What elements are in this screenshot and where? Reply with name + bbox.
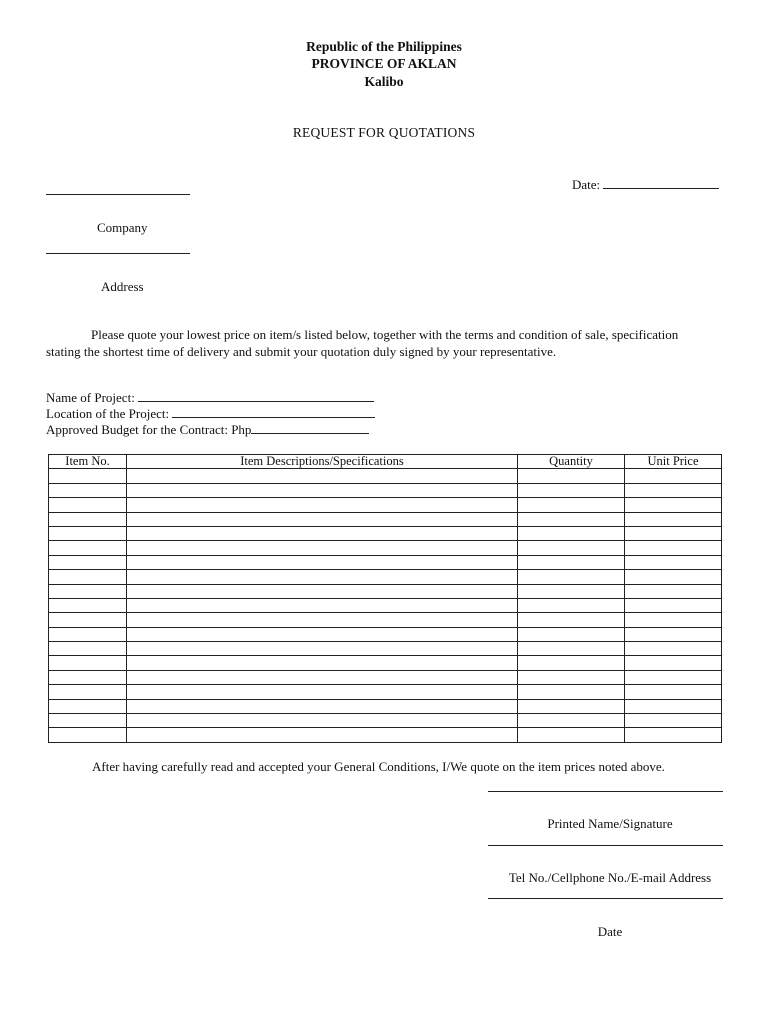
cell-unit-price[interactable] [625, 526, 722, 540]
budget-blank[interactable] [251, 422, 369, 434]
project-location-label: Location of the Project: [46, 406, 170, 421]
cell-unit-price[interactable] [625, 584, 722, 598]
cell-unit-price[interactable] [625, 570, 722, 584]
project-location-field[interactable] [46, 406, 375, 422]
cell-unit-price[interactable] [625, 541, 722, 555]
cell-description[interactable] [127, 584, 518, 598]
cell-quantity[interactable] [518, 526, 625, 540]
cell-item-no[interactable] [49, 656, 127, 670]
cell-quantity[interactable] [518, 728, 625, 742]
project-location-blank[interactable] [172, 406, 375, 418]
cell-item-no[interactable] [49, 642, 127, 656]
date-field[interactable] [572, 177, 719, 193]
column-item-no: Item No. [49, 455, 127, 469]
signature-blank[interactable] [488, 791, 723, 792]
cell-quantity[interactable] [518, 555, 625, 569]
cell-description[interactable] [127, 469, 518, 483]
cell-quantity[interactable] [518, 483, 625, 497]
table-row [49, 598, 722, 612]
table-row [49, 555, 722, 569]
date-blank[interactable] [603, 177, 719, 189]
column-description: Item Descriptions/Specifications [127, 455, 518, 469]
cell-description[interactable] [127, 526, 518, 540]
cell-item-no[interactable] [49, 627, 127, 641]
cell-item-no[interactable] [49, 613, 127, 627]
intro-paragraph [46, 326, 726, 360]
header-city: Kalibo [364, 74, 404, 89]
cell-quantity[interactable] [518, 584, 625, 598]
table-row [49, 512, 722, 526]
header-republic: Republic of the Philippines [306, 39, 462, 54]
company-blank[interactable] [46, 194, 190, 195]
column-quantity: Quantity [518, 455, 625, 469]
table-row [49, 584, 722, 598]
cell-quantity[interactable] [518, 642, 625, 656]
budget-label: Approved Budget for the Contract: Php [46, 422, 252, 437]
cell-item-no[interactable] [49, 699, 127, 713]
cell-quantity[interactable] [518, 670, 625, 684]
cell-description[interactable] [127, 728, 518, 742]
cell-unit-price[interactable] [625, 627, 722, 641]
address-label: Address [101, 279, 144, 294]
contact-blank[interactable] [488, 845, 723, 846]
cell-item-no[interactable] [49, 498, 127, 512]
acceptance-statement: After having carefully read and accepted your General Conditions, I/We quote on the item prices noted above. [92, 759, 665, 774]
table-row [49, 642, 722, 656]
date-label: Date: [572, 177, 601, 192]
table-body [49, 469, 722, 742]
printed-name-signature-label: Printed Name/Signature [547, 816, 673, 831]
table-row [49, 526, 722, 540]
table-row [49, 728, 722, 742]
cell-description[interactable] [127, 541, 518, 555]
cell-unit-price[interactable] [625, 670, 722, 684]
cell-quantity[interactable] [518, 498, 625, 512]
table-row [49, 483, 722, 497]
cell-unit-price[interactable] [625, 498, 722, 512]
project-name-field[interactable] [46, 390, 374, 406]
cell-unit-price[interactable] [625, 512, 722, 526]
cell-item-no[interactable] [49, 714, 127, 728]
contact-label: Tel No./Cellphone No./E-mail Address [508, 870, 712, 885]
cell-quantity[interactable] [518, 598, 625, 612]
cell-quantity[interactable] [518, 685, 625, 699]
cell-item-no[interactable] [49, 526, 127, 540]
cell-quantity[interactable] [518, 541, 625, 555]
cell-description[interactable] [127, 598, 518, 612]
cell-description[interactable] [127, 670, 518, 684]
cell-quantity[interactable] [518, 714, 625, 728]
company-label: Company [97, 220, 148, 235]
cell-quantity[interactable] [518, 570, 625, 584]
cell-item-no[interactable] [49, 685, 127, 699]
table-row [49, 498, 722, 512]
cell-item-no[interactable] [49, 483, 127, 497]
cell-unit-price[interactable] [625, 555, 722, 569]
table-row [49, 699, 722, 713]
cell-item-no[interactable] [49, 584, 127, 598]
cell-quantity[interactable] [518, 512, 625, 526]
cell-unit-price[interactable] [625, 613, 722, 627]
table-row [49, 714, 722, 728]
cell-unit-price[interactable] [625, 714, 722, 728]
table-row [49, 541, 722, 555]
cell-description[interactable] [127, 642, 518, 656]
cell-item-no[interactable] [49, 598, 127, 612]
table-row [49, 613, 722, 627]
document-title: REQUEST FOR QUOTATIONS [292, 125, 476, 140]
cell-item-no[interactable] [49, 570, 127, 584]
cell-unit-price[interactable] [625, 685, 722, 699]
project-name-label: Name of Project: [46, 390, 135, 405]
project-name-blank[interactable] [138, 390, 374, 402]
signature-date-label: Date [597, 924, 623, 939]
cell-item-no[interactable] [49, 469, 127, 483]
cell-unit-price[interactable] [625, 699, 722, 713]
cell-description[interactable] [127, 498, 518, 512]
cell-description[interactable] [127, 699, 518, 713]
cell-unit-price[interactable] [625, 642, 722, 656]
table-row [49, 469, 722, 483]
cell-description[interactable] [127, 555, 518, 569]
items-table [48, 454, 722, 743]
cell-unit-price[interactable] [625, 728, 722, 742]
signature-date-blank[interactable] [488, 898, 723, 899]
cell-item-no[interactable] [49, 670, 127, 684]
column-unit-price: Unit Price [625, 455, 722, 469]
table-row [49, 670, 722, 684]
cell-description[interactable] [127, 685, 518, 699]
cell-quantity[interactable] [518, 469, 625, 483]
cell-item-no[interactable] [49, 728, 127, 742]
cell-description[interactable] [127, 627, 518, 641]
cell-unit-price[interactable] [625, 598, 722, 612]
cell-quantity[interactable] [518, 656, 625, 670]
cell-description[interactable] [127, 570, 518, 584]
address-blank[interactable] [46, 253, 190, 254]
cell-item-no[interactable] [49, 512, 127, 526]
table-header-row [49, 455, 722, 469]
intro-line-2: stating the shortest time of delivery and submit your quotation duly signed by your representative. [46, 344, 557, 359]
cell-unit-price[interactable] [625, 656, 722, 670]
table-row [49, 685, 722, 699]
header-province: PROVINCE OF AKLAN [311, 56, 457, 71]
table-row [49, 570, 722, 584]
cell-quantity[interactable] [518, 699, 625, 713]
cell-description[interactable] [127, 512, 518, 526]
cell-description[interactable] [127, 656, 518, 670]
cell-quantity[interactable] [518, 627, 625, 641]
cell-item-no[interactable] [49, 541, 127, 555]
budget-field[interactable] [46, 422, 369, 438]
cell-unit-price[interactable] [625, 469, 722, 483]
intro-line-1: Please quote your lowest price on item/s listed below, together with the terms and condition of sale, specification [91, 327, 679, 342]
cell-description[interactable] [127, 483, 518, 497]
cell-unit-price[interactable] [625, 483, 722, 497]
cell-description[interactable] [127, 714, 518, 728]
table-row [49, 627, 722, 641]
cell-quantity[interactable] [518, 613, 625, 627]
cell-description[interactable] [127, 613, 518, 627]
table-row [49, 656, 722, 670]
cell-item-no[interactable] [49, 555, 127, 569]
